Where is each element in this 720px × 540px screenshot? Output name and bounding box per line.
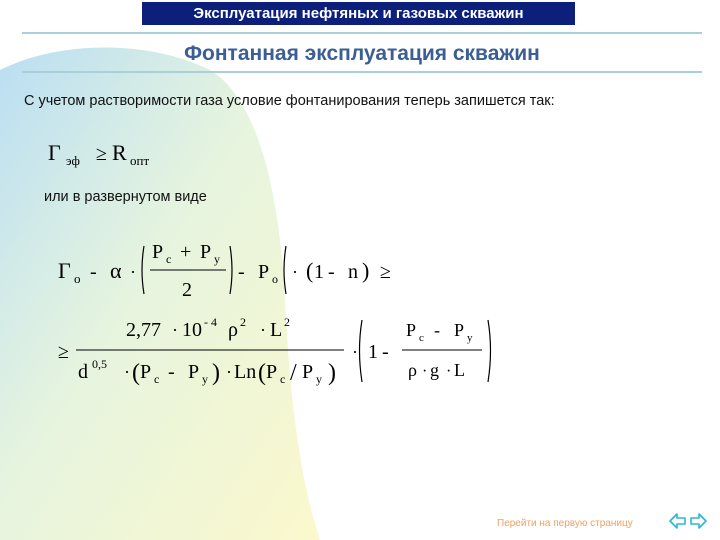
f3-den-paren2-close: ) bbox=[328, 360, 336, 386]
first-page-link[interactable]: Перейти на первую страницу bbox=[497, 518, 633, 529]
formula-expanded-line2 bbox=[54, 308, 514, 398]
f3-den-pc2: P bbox=[266, 361, 278, 383]
f3-rho: ρ bbox=[228, 319, 238, 341]
f2-gamma-sub: o bbox=[74, 271, 81, 286]
arrow-left-icon[interactable] bbox=[670, 514, 685, 528]
header-title: Эксплуатация нефтяных и газовых скважин bbox=[142, 2, 575, 25]
formula1-gamma-sub: эф bbox=[66, 153, 80, 168]
f3-d-exp: 0,5 bbox=[92, 357, 107, 371]
f2-inner-paren-close: ) bbox=[362, 258, 370, 283]
f3-dot-mid: · bbox=[352, 342, 358, 362]
f2-denom: 2 bbox=[182, 279, 192, 301]
f3-f2-dot1: · bbox=[422, 363, 428, 380]
f3-dot2: · bbox=[260, 320, 266, 340]
f3-d: d bbox=[78, 361, 88, 383]
divider-bottom bbox=[22, 71, 702, 73]
f3-den-py2: P bbox=[302, 361, 314, 383]
f3-f2-py-sub: y bbox=[467, 332, 473, 344]
f2-paren-right bbox=[230, 246, 232, 294]
f3-den-paren1-open: ( bbox=[132, 360, 140, 386]
f3-rho-exp: 2 bbox=[240, 315, 246, 329]
f2-dot1: · bbox=[130, 262, 136, 282]
f2-gamma: Γ bbox=[58, 258, 71, 283]
f2-minus1: - bbox=[90, 261, 97, 283]
f3-one: 1 bbox=[368, 341, 378, 363]
f2-pc: P bbox=[152, 241, 164, 263]
f2-n: n bbox=[348, 261, 358, 283]
intro-text: С учетом растворимости газа условие фонтанирования теперь запишется так: bbox=[24, 93, 555, 109]
f2-py: P bbox=[200, 241, 212, 263]
f3-dot1: · bbox=[172, 320, 178, 340]
f3-den-py: P bbox=[188, 361, 200, 383]
f3-den-dot1: · bbox=[124, 362, 130, 382]
f3-L-exp: 2 bbox=[284, 315, 290, 329]
page-title: Фонтанная эксплуатация скважин bbox=[184, 42, 540, 65]
formula-expanded-line1 bbox=[54, 228, 414, 308]
formula1-r-sub: опт bbox=[130, 153, 150, 168]
f3-f2-pc: P bbox=[406, 320, 417, 340]
f3-bracket-left bbox=[360, 320, 363, 382]
f2-paren2-left bbox=[284, 246, 286, 294]
f3-ten-exp: - 4 bbox=[204, 315, 217, 329]
f2-dot2: · bbox=[292, 262, 298, 282]
nav-arrows bbox=[668, 510, 708, 532]
f3-den-pc-sub: c bbox=[154, 372, 160, 386]
f2-pc-sub: c bbox=[166, 252, 172, 266]
f2-one: 1 bbox=[314, 261, 324, 283]
f2-po: P bbox=[258, 261, 270, 283]
f2-ge: ≥ bbox=[380, 261, 391, 283]
arrow-right-icon[interactable] bbox=[691, 514, 706, 528]
f3-f2-minus: - bbox=[434, 320, 440, 340]
f2-minus2: - bbox=[238, 261, 245, 283]
divider-top bbox=[22, 32, 702, 34]
f3-den-paren2-open: ( bbox=[258, 360, 266, 386]
f3-ge: ≥ bbox=[58, 341, 69, 363]
f3-bracket-right bbox=[488, 320, 491, 382]
formula-condition bbox=[44, 133, 184, 173]
f2-paren-left bbox=[142, 246, 144, 294]
f3-f2-py: P bbox=[454, 320, 465, 340]
f3-f2-rho: ρ bbox=[408, 360, 417, 380]
formula1-r: R bbox=[112, 140, 127, 165]
f3-den-dot2: · bbox=[226, 362, 232, 382]
f3-den-py2-sub: y bbox=[316, 372, 322, 386]
formula1-ge: ≥ bbox=[96, 143, 107, 165]
f2-alpha: α bbox=[110, 258, 122, 283]
f3-den-pc2-sub: c bbox=[280, 372, 286, 386]
f3-den-slash: / bbox=[290, 360, 297, 386]
f3-coef: 2,77 bbox=[126, 319, 161, 341]
f3-minus: - bbox=[382, 341, 389, 363]
f3-f2-dot2: · bbox=[446, 363, 452, 380]
f3-den-paren1-close: ) bbox=[212, 360, 220, 386]
f3-den-pc: P bbox=[140, 361, 152, 383]
f3-f2-pc-sub: c bbox=[419, 332, 424, 344]
formula1-gamma: Γ bbox=[48, 140, 61, 165]
f2-plus: + bbox=[180, 241, 192, 263]
f2-inner-paren-open: ( bbox=[306, 258, 314, 283]
f3-f2-g: g bbox=[430, 360, 439, 380]
f2-minus3: - bbox=[328, 261, 335, 283]
f2-py-sub: y bbox=[214, 252, 220, 266]
f3-den-minus: - bbox=[168, 361, 175, 383]
sub-text: или в развернутом виде bbox=[44, 189, 207, 205]
f3-ten: 10 bbox=[182, 319, 202, 341]
f3-L: L bbox=[270, 319, 283, 341]
f3-den-py-sub: y bbox=[202, 372, 208, 386]
f3-f2-L: L bbox=[454, 360, 465, 380]
f3-den-ln: Ln bbox=[234, 361, 257, 383]
f2-po-sub: o bbox=[272, 272, 278, 286]
